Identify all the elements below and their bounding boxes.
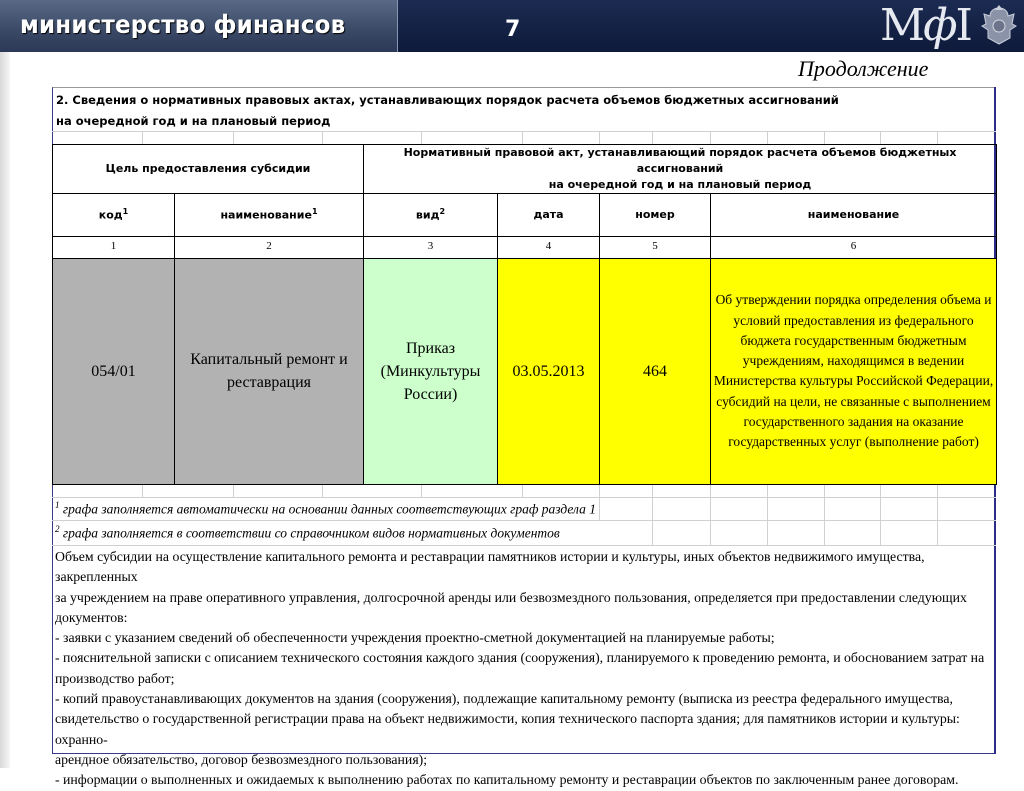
normative-acts-table: [52, 144, 997, 485]
column-header-act-name: [711, 193, 997, 236]
column-number: 5: [600, 236, 711, 258]
grid-line: [652, 497, 653, 520]
act-name-line: учреждениям, находящимся в ведении: [742, 353, 965, 369]
body-line: документов:: [55, 609, 128, 625]
act-name-line: Об утверждении порядка определения объема и: [715, 292, 992, 308]
table-header-row: [53, 145, 997, 194]
ministry-logo: [880, 2, 980, 50]
column-header-label: наименование: [807, 207, 900, 221]
grid-line: [767, 131, 768, 144]
table-column-header-row: [53, 193, 997, 236]
subsidy-description: [55, 547, 995, 791]
grid-line: [880, 520, 881, 545]
grid-line: [421, 131, 422, 144]
body-line: за учреждением на праве оперативного управления, долгосрочной аренды или безвозмездного пользования, определяется при предоставлении следующих: [55, 589, 967, 605]
act-name-line: субсидий на цели, не связанные с выполнением: [716, 393, 991, 409]
act-name-line: государственного задания на оказание: [743, 413, 964, 429]
column-header-label: дата: [533, 207, 564, 221]
grid-line: [767, 497, 768, 520]
act-name-line: бюджета государственным бюджетным: [740, 332, 967, 348]
grid-line: [652, 131, 653, 144]
grid-line: [824, 497, 825, 520]
column-header-date: [498, 193, 600, 236]
grid-line: [52, 520, 996, 521]
body-line: Объем субсидии на осуществление капитального ремонта и реставрации памятников истории и культуры, иных объектов недвижимого имущества, закрепленных: [55, 549, 925, 585]
cell-kind-line: (Минкультуры: [380, 362, 481, 380]
grid-line: [880, 497, 881, 520]
body-line: - копий правоустанавливающих документов на здания (сооружения), подлежащие капитальному ремонту (выписка из реестра федерального имущества,: [55, 691, 953, 707]
column-header-label: номер: [635, 207, 675, 221]
group-header-normative-act: [364, 145, 997, 194]
column-number: 6: [711, 236, 997, 258]
continuation-label: Продолжение: [798, 56, 929, 81]
column-number: 3: [364, 236, 498, 258]
cell-name-line: реставрация: [226, 374, 312, 392]
column-header-label: код: [98, 208, 123, 222]
grid-line: [322, 131, 323, 144]
column-number: 4: [498, 236, 600, 258]
grid-line: [599, 131, 600, 144]
act-name-line: условий предоставления из федерального: [733, 312, 974, 328]
cell-act-name: [711, 258, 997, 484]
footnote-mark: 1: [311, 207, 318, 217]
footnote-1: [55, 500, 596, 518]
column-header-label: наименование: [220, 208, 312, 222]
column-number: 1: [53, 236, 175, 258]
group-header-line2: на очередной год и на плановый период: [548, 177, 812, 191]
grid-line: [52, 497, 996, 498]
column-header-number: [600, 193, 711, 236]
grid-line: [52, 545, 996, 546]
section-title-line2: на очередной год и на плановый период: [56, 114, 331, 128]
cell-number: 464: [600, 258, 711, 484]
grid-line: [522, 131, 523, 144]
cell-kind-line: Приказ: [405, 339, 456, 357]
cell-date: 03.05.2013: [498, 258, 600, 484]
footnote-mark: 2: [55, 524, 60, 534]
grid-line: [233, 131, 234, 144]
coat-of-arms-icon: [978, 4, 1020, 48]
header-title-box: [0, 0, 398, 52]
group-header-subsidy-goal: Цель предоставления субсидии: [53, 145, 364, 194]
footnote-text: графа заполняется в соответствии со справочником видов нормативных документов: [62, 525, 560, 541]
column-number: 2: [175, 236, 364, 258]
cell-name-line: Капитальный ремонт и: [190, 351, 348, 369]
column-header-kind: [364, 193, 498, 236]
logo-letter-f: ф: [923, 0, 956, 51]
group-header-line1: Нормативный правовой акт, устанавливающий порядок расчета объемов бюджетных ассигнований: [403, 146, 957, 175]
grid-line: [937, 497, 938, 520]
grid-line: [767, 520, 768, 545]
grid-line: [710, 520, 711, 545]
left-rule: [0, 52, 10, 768]
body-line: - информации о выполненных и ожидаемых к выполнению работах по капитальному ремонту и реставрации объектов по заключенным ранее договорам.: [55, 772, 959, 788]
grid-line: [824, 131, 825, 144]
grid-line: [652, 520, 653, 545]
section-title-line1: 2. Сведения о нормативных правовых актах, устанавливающих порядок расчета объемов бюджетных ассигнований: [56, 93, 839, 107]
footnote-2: [55, 524, 560, 542]
footnote-text: графа заполняется автоматически на основании данных соответствующих граф раздела 1: [62, 501, 596, 517]
cell-kind: [364, 258, 498, 484]
footnote-mark: 1: [122, 207, 129, 217]
footnote-mark: 2: [439, 207, 446, 217]
act-name-line: Министерства культуры Российской Федерации,: [713, 373, 994, 389]
grid-line: [710, 131, 711, 144]
cell-kind-line: России): [403, 385, 458, 403]
act-name-line: государственных услуг (выполнение работ): [728, 434, 979, 450]
grid-line: [880, 131, 881, 144]
column-header-name: [175, 193, 364, 236]
table-row: [53, 258, 997, 484]
ministry-title: министерство финансов: [20, 10, 346, 39]
column-header-code: [53, 193, 175, 236]
grid-line: [142, 131, 143, 144]
header-banner: [0, 0, 1024, 52]
body-line: - заявки с указанием сведений об обеспеченности учреждения проектно-сметной документацией на планируемые работы;: [55, 630, 775, 646]
grid-line: [937, 520, 938, 545]
body-line: свидетельство о государственной регистрации права на объект недвижимости, копия технического паспорта здания; для памятников истории и культуры: охранно-: [55, 711, 960, 747]
cell-code: 054/01: [53, 258, 175, 484]
logo-letter-i: I: [955, 0, 971, 51]
footnote-mark: 1: [55, 500, 60, 510]
grid-line: [52, 131, 996, 132]
body-line: производство работ;: [55, 670, 175, 686]
grid-line: [937, 131, 938, 144]
column-number-row: [53, 236, 997, 258]
page-number: 7: [505, 17, 521, 42]
grid-line: [599, 497, 600, 520]
cell-name: [175, 258, 364, 484]
body-line: - пояснительной записки с описанием технического состояния каждого здания (сооружения), планируемого к проведению ремонта, и обоснованием затрат на: [55, 650, 985, 666]
grid-line: [824, 520, 825, 545]
logo-letter-m: М: [880, 0, 924, 51]
column-header-label: вид: [415, 208, 440, 222]
body-line: арендное обязательство, договор безвозмездного пользования);: [55, 751, 428, 767]
grid-line: [710, 497, 711, 520]
